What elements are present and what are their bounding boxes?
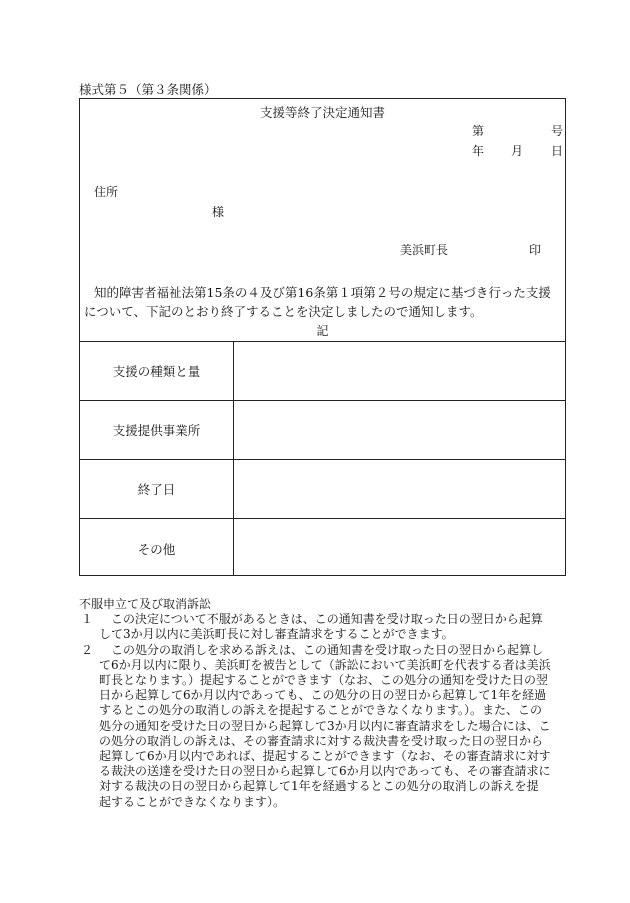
notice-item-number: １	[81, 612, 94, 627]
table-row-divider	[80, 518, 565, 519]
table-column-divider	[233, 341, 234, 575]
notice-item-number: ２	[81, 642, 94, 657]
notice-line: て6か月以内に限り、美浜町を被告として（訴訟において美浜町を代表する者は美浜	[99, 657, 551, 672]
notice-line: の処分の取消しの訴えは、その審査請求に対する裁決書を受け取った日の翌日から	[99, 733, 544, 748]
date-month-label: 月	[511, 144, 524, 158]
notice-item	[79, 643, 566, 810]
notice-line: 日から起算して6か月以内であっても、この処分の日の翌日から起算して1年を経過	[99, 688, 547, 703]
honorific: 様	[212, 205, 225, 219]
notice-line: するとこの処分の取消しの訴えを提起することができなくなります。）。また、この	[99, 703, 543, 718]
notice-line: 処分の通知を受けた日の翌日から起算して3か月以内に審査請求をした場合には、こ	[99, 718, 551, 733]
body-text-line-1: 知的障害者福祉法第15条の４及び第16条第１項第２号の規定に基づき行った支援	[94, 285, 551, 300]
number-label-prefix: 第	[472, 124, 485, 138]
form-label: 様式第５（第３条関係）	[79, 82, 217, 97]
notice-line: 起算して6か月以内であれば、提起することができます（なお、その審査請求に対す	[99, 749, 551, 764]
notice-line: して3か月以内に美浜町長に対し審査請求をすることができます。	[99, 627, 454, 642]
date-year-label: 年	[472, 144, 485, 158]
ki-heading: 記	[316, 324, 329, 338]
body-text-line-2: について、下記のとおり終了することを決定しましたので通知します。	[84, 304, 483, 319]
notice-line: 起することができなくなります）。	[99, 794, 286, 809]
appeal-notice	[79, 597, 566, 810]
notice-line: る裁決の送達を受けた日の翌日から起算して6か月以内であっても、その審査請求に	[99, 764, 551, 779]
table-row-divider	[80, 400, 565, 401]
notice-line: 対する裁決の日の翌日から起算して1年を経過するとこの処分の取消しの訴えを提	[99, 779, 539, 794]
document-title: 支援等終了決定通知書	[259, 105, 385, 120]
number-label-suffix: 号	[551, 124, 564, 138]
table-top-border	[80, 341, 565, 342]
notice-heading: 不服申立て及び取消訴訟	[79, 597, 212, 611]
date-day-label: 日	[551, 144, 564, 158]
notification-form	[79, 98, 566, 576]
notice-item	[79, 612, 566, 642]
table-row-label-other: その他	[137, 542, 176, 557]
seal-mark: 印	[529, 243, 542, 257]
table-row-divider	[80, 459, 565, 460]
table-row-label-end-date: 終了日	[137, 482, 176, 497]
issuer-name: 美浜町長	[400, 243, 449, 257]
notice-line: この決定について不服があるときは、この通知書を受け取った日の翌日から起算	[111, 612, 543, 627]
notice-line: 町長となります。）提起することができます（なお、この処分の通知を受けた日の翌	[99, 673, 549, 688]
notice-line: この処分の取消しを求める訴えは、この通知書を受け取った日の翌日から起算し	[111, 642, 544, 657]
table-row-label-support-type: 支援の種類と量	[112, 364, 201, 379]
address-label: 住所	[94, 185, 119, 199]
table-row-label-provider: 支援提供事業所	[112, 423, 201, 438]
